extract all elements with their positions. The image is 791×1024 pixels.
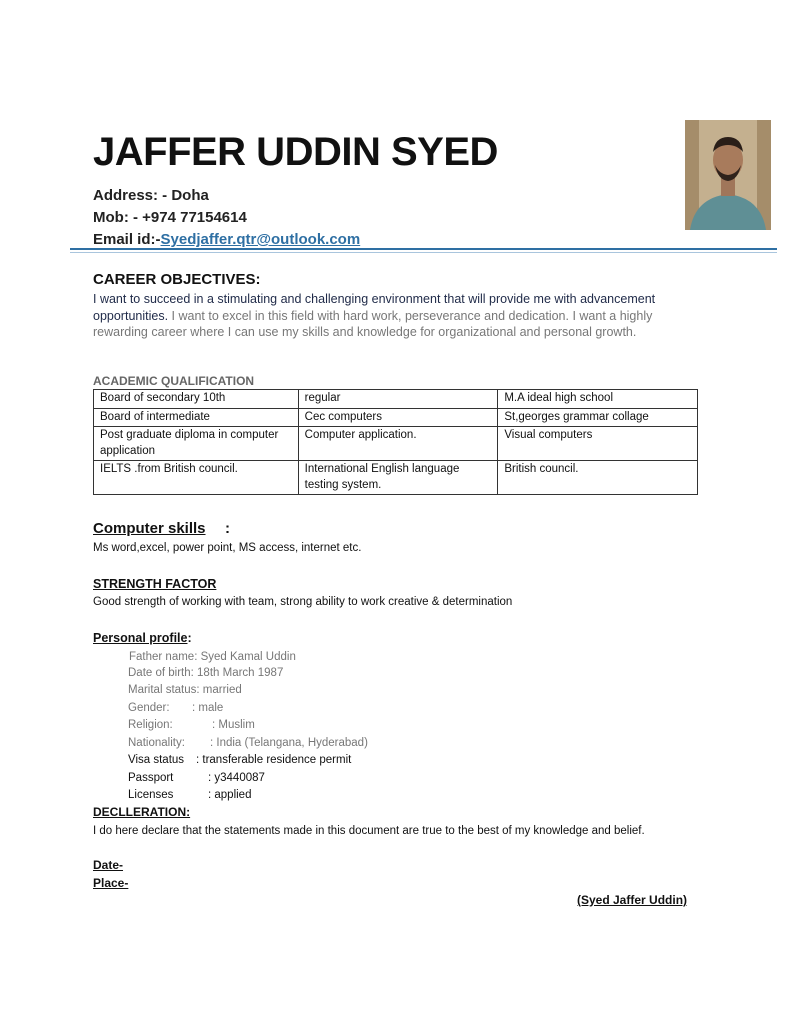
profile-label: Passport — [128, 772, 174, 784]
table-cell: British council. — [498, 461, 698, 495]
strength-text: Good strength of working with team, strong ability to work creative & determination — [93, 596, 513, 608]
profile-marital-status — [128, 684, 242, 696]
academic-table — [93, 389, 698, 495]
profile-value: Syed Kamal Uddin — [197, 651, 296, 663]
profile-father-name — [129, 651, 296, 663]
profile-value: : transferable residence permit — [196, 754, 352, 766]
profile-label: Marital status: — [128, 684, 200, 696]
career-objectives-heading: CAREER OBJECTIVES: — [93, 271, 261, 288]
table-cell: M.A ideal high school — [498, 390, 698, 409]
profile-visa-status — [128, 754, 351, 766]
profile-gender — [128, 702, 223, 714]
profile-value: : male — [192, 702, 224, 714]
career-text-primary: I want to succeed in a stimulating and challenging environment that will provide me with advancement opportunities. — [93, 292, 656, 323]
table-row — [94, 408, 698, 427]
table-cell: International English language testing system. — [298, 461, 498, 495]
table-cell: IELTS .from British council. — [94, 461, 299, 495]
table-row — [94, 390, 698, 409]
computer-skills-text: Ms word,excel, power point, MS access, internet etc. — [93, 542, 362, 554]
header-divider — [70, 248, 777, 250]
table-row — [94, 461, 698, 495]
profile-value: married — [199, 684, 242, 696]
email-label: Email id:- — [93, 231, 161, 248]
date-label: Date- — [93, 858, 124, 872]
email-line — [93, 231, 360, 248]
profile-label: Licenses — [128, 789, 174, 801]
profile-value: : India (Telangana, Hyderabad) — [210, 737, 368, 749]
declaration-heading: DECLLERATION: — [93, 805, 191, 819]
personal-profile-heading — [93, 631, 192, 645]
profile-label: Gender: — [128, 702, 170, 714]
table-cell: Computer application. — [298, 427, 498, 461]
candidate-name: JAFFER UDDIN SYED — [93, 130, 498, 174]
profile-religion — [128, 719, 255, 731]
career-objectives-text — [93, 291, 673, 341]
header-divider-shadow — [70, 252, 777, 253]
profile-value: : applied — [208, 789, 252, 801]
academic-heading: ACADEMIC QUALIFICATION — [93, 374, 255, 388]
profile-value: : y3440087 — [208, 772, 265, 784]
table-cell: Board of secondary 10th — [94, 390, 299, 409]
table-cell: Board of intermediate — [94, 408, 299, 427]
profile-label: Father name: — [129, 651, 198, 663]
profile-date-of-birth — [128, 667, 283, 679]
computer-skills-heading: Computer skills — [93, 520, 206, 537]
address-line: Address: - Doha — [93, 187, 209, 204]
declaration-text: I do here declare that the statements made in this document are true to the best of my knowledge and belief. — [93, 825, 645, 837]
profile-label: Visa status — [128, 754, 185, 766]
table-cell: regular — [298, 390, 498, 409]
profile-value: 18th March 1987 — [193, 667, 284, 679]
profile-licenses — [128, 789, 251, 801]
profile-nationality — [128, 737, 368, 749]
email-link[interactable]: Syedjaffer.qtr@outlook.com — [160, 231, 361, 248]
profile-value: : Muslim — [212, 719, 255, 731]
strength-heading: STRENGTH FACTOR — [93, 577, 217, 591]
table-cell: Cec computers — [298, 408, 498, 427]
profile-photo — [685, 120, 771, 230]
personal-profile-colon: : — [187, 631, 192, 645]
computer-skills-colon: : — [225, 520, 230, 537]
signature-name: (Syed Jaffer Uddin) — [577, 893, 688, 907]
table-row — [94, 427, 698, 461]
personal-profile-title: Personal profile — [93, 631, 188, 645]
mobile-line: Mob: - +974 77154614 — [93, 209, 247, 226]
profile-label: Nationality: — [128, 737, 185, 749]
profile-label: Religion: — [128, 719, 173, 731]
table-cell: Visual computers — [498, 427, 698, 461]
table-cell: St,georges grammar collage — [498, 408, 698, 427]
table-cell: Post graduate diploma in computer application — [94, 427, 299, 461]
place-label: Place- — [93, 876, 129, 890]
career-text-secondary: I want to excel in this field with hard work, perseverance and dedication. I want a highly rewarding career where I can use my skills and knowledge for organizational and personal growth. — [93, 308, 653, 339]
profile-passport — [128, 772, 265, 784]
profile-label: Date of birth: — [128, 667, 194, 679]
